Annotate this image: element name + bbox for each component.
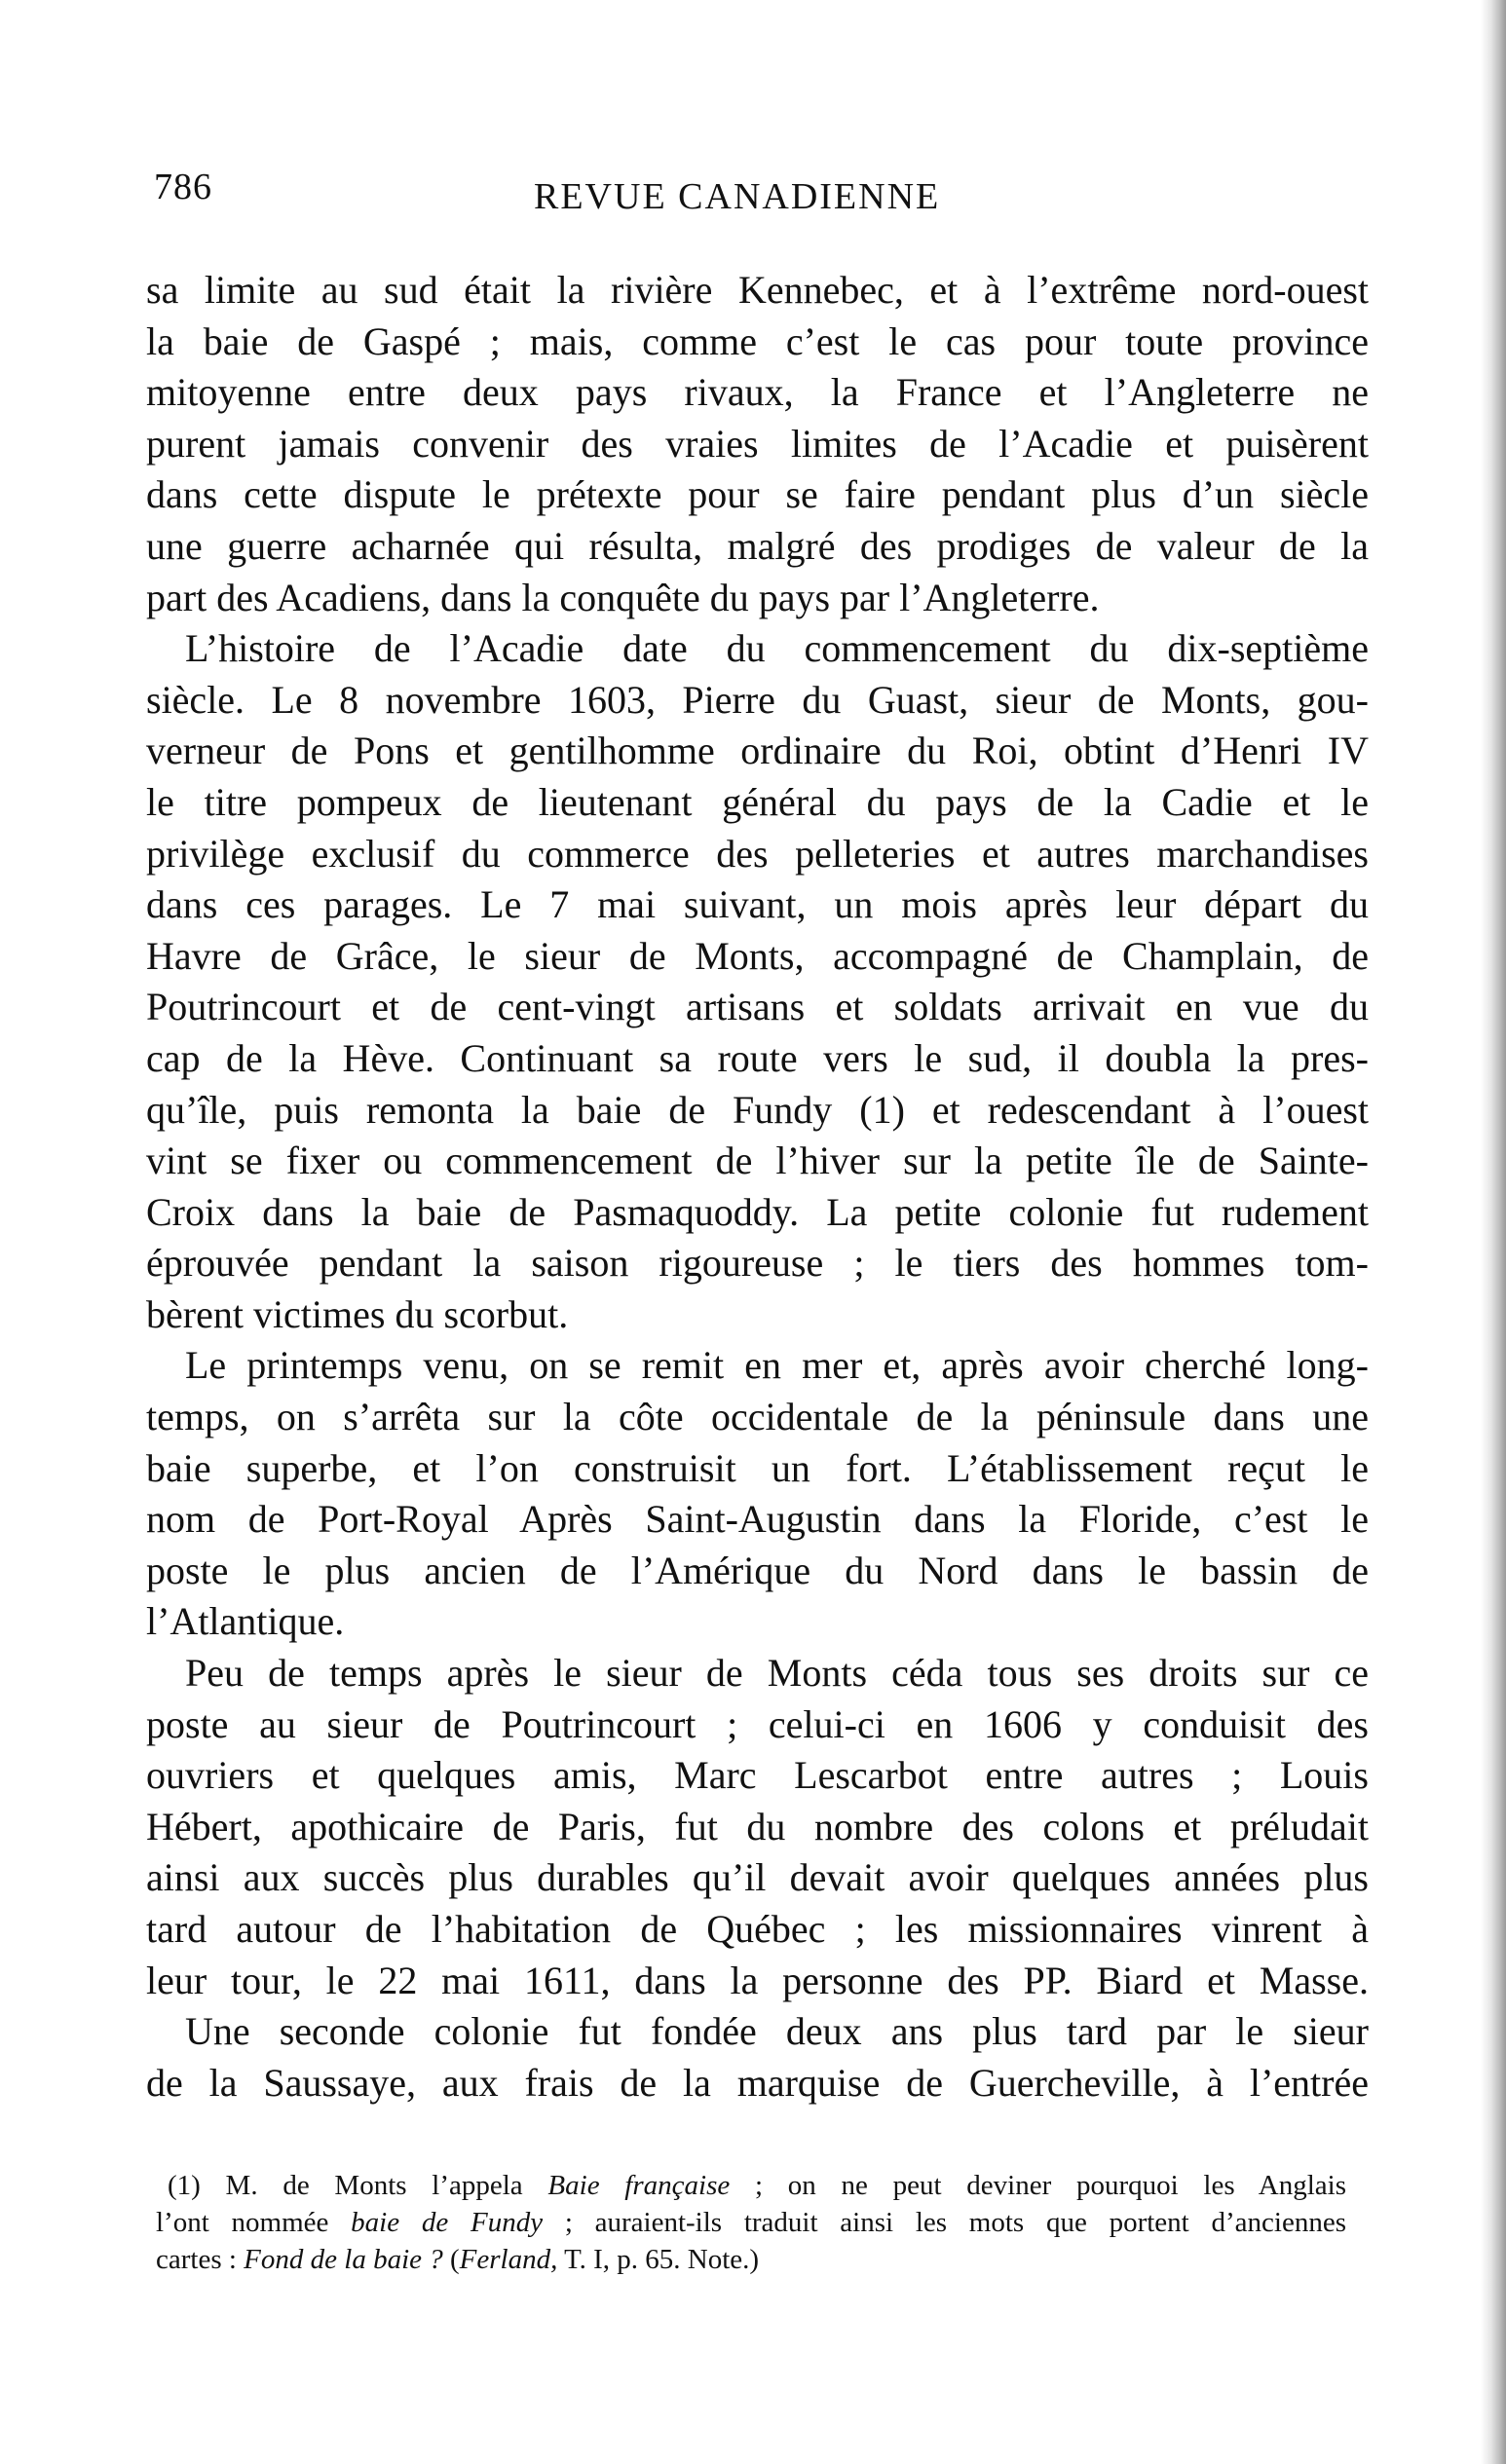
text-line: de la Saussaye, aux frais de la marquise de Guercheville, à l’entrée bbox=[146, 2060, 1369, 2105]
paragraph-start-line: Peu de temps après le sieur de Monts céda tous ses droits sur ce bbox=[185, 1651, 1369, 1696]
footnote bbox=[156, 2167, 1346, 2278]
footnote-text: ; on ne peut deviner pourquoi les Anglais bbox=[730, 2170, 1346, 2201]
footnote-text: ; auraient-ils traduit ainsi les mots que portent d’anciennes bbox=[543, 2207, 1346, 2238]
text-line: ouvriers et quelques amis, Marc Lescarbot entre autres ; Louis bbox=[146, 1753, 1369, 1798]
footnote-line bbox=[156, 2204, 1346, 2241]
footnote-text: T. I, p. 65. Note.) bbox=[557, 2244, 760, 2275]
text-line: tard autour de l’habitation de Québec ; les missionnaires vinrent à bbox=[146, 1907, 1369, 1951]
text-line: temps, on s’arrêta sur la côte occidentale de la péninsule dans une bbox=[146, 1395, 1369, 1439]
text-line: l’Atlantique. bbox=[146, 1599, 345, 1644]
text-line: baie superbe, et l’on construisit un fort. L’établissement reçut le bbox=[146, 1445, 1369, 1490]
paragraph-start-line: Une seconde colonie fut fondée deux ans plus tard par le sieur bbox=[185, 2009, 1369, 2054]
text-line: leur tour, le 22 mai 1611, dans la personne des PP. Biard et Masse. bbox=[146, 1958, 1369, 2002]
text-line: mitoyenne entre deux pays rivaux, la France et l’Angleterre ne bbox=[146, 370, 1369, 415]
text-line: poste le plus ancien de l’Amérique du Nord dans le bassin de bbox=[146, 1548, 1369, 1592]
scanned-page-edge bbox=[1481, 0, 1506, 2464]
text-line: une guerre acharnée qui résulta, malgré des prodiges de valeur de la bbox=[146, 523, 1369, 568]
text-line: vint se fixer ou commencement de l’hiver sur la petite île de Sainte- bbox=[146, 1139, 1369, 1183]
body-text bbox=[146, 265, 1369, 2109]
page-number: 786 bbox=[154, 167, 212, 207]
text-line: part des Acadiens, dans la conquête du pays par l’Angleterre. bbox=[146, 575, 1100, 619]
paragraph-start-line: Le printemps venu, on se remit en mer et, après avoir cherché long- bbox=[185, 1343, 1369, 1388]
footnote-text: cartes : bbox=[156, 2244, 245, 2275]
footnote-italic: baie de Fundy bbox=[351, 2207, 544, 2238]
footnote-text: l’ont nommée bbox=[156, 2207, 352, 2238]
text-line: dans ces parages. Le 7 mai suivant, un mois après leur départ du bbox=[146, 882, 1369, 927]
text-line: nom de Port-Royal Après Saint-Augustin dans la Floride, c’est le bbox=[146, 1497, 1369, 1542]
footnote-italic: Ferland, bbox=[459, 2244, 558, 2275]
text-line: Havre de Grâce, le sieur de Monts, accompagné de Champlain, de bbox=[146, 933, 1369, 978]
text-line: purent jamais convenir des vraies limites de l’Acadie et puisèrent bbox=[146, 421, 1369, 466]
text-line: cap de la Hève. Continuant sa route vers le sud, il doubla la pres- bbox=[146, 1035, 1369, 1080]
text-line: Hébert, apothicaire de Paris, fut du nombre des colons et préludait bbox=[146, 1804, 1369, 1848]
footnote-line bbox=[156, 2167, 1346, 2204]
footnote-text: (1) M. de Monts l’appela bbox=[168, 2170, 548, 2201]
text-line: sa limite au sud était la rivière Kennebec, et à l’extrême nord-ouest bbox=[146, 268, 1369, 312]
footnote-italic: Baie française bbox=[547, 2170, 731, 2201]
text-line: la baie de Gaspé ; mais, comme c’est le cas pour toute province bbox=[146, 318, 1369, 363]
footnote-text: ( bbox=[442, 2244, 460, 2275]
text-line: siècle. Le 8 novembre 1603, Pierre du Guast, sieur de Monts, gou- bbox=[146, 677, 1369, 722]
text-line: ainsi aux succès plus durables qu’il devait avoir quelques années plus bbox=[146, 1855, 1369, 1900]
text-line: verneur de Pons et gentilhomme ordinaire du Roi, obtint d’Henri IV bbox=[146, 728, 1369, 773]
text-line: privilège exclusif du commerce des pelleteries et autres marchandises bbox=[146, 831, 1369, 876]
text-line: poste au sieur de Poutrincourt ; celui-ci en 1606 y conduisit des bbox=[146, 1701, 1369, 1746]
text-line: Croix dans la baie de Pasmaquoddy. La petite colonie fut rudement bbox=[146, 1189, 1369, 1234]
page-header bbox=[154, 166, 1362, 224]
footnote-line bbox=[156, 2241, 1346, 2278]
footnote-italic: Fond de la baie ? bbox=[244, 2244, 443, 2275]
text-line: dans cette dispute le prétexte pour se faire pendant plus d’un siècle bbox=[146, 472, 1369, 517]
paragraph-start-line: L’histoire de l’Acadie date du commencement du dix-septième bbox=[185, 626, 1369, 671]
text-line: éprouvée pendant la saison rigoureuse ; le tiers des hommes tom- bbox=[146, 1241, 1369, 1286]
text-line: Poutrincourt et de cent-vingt artisans et soldats arrivait en vue du bbox=[146, 985, 1369, 1029]
text-line: le titre pompeux de lieutenant général du pays de la Cadie et le bbox=[146, 779, 1369, 824]
running-title: REVUE CANADIENNE bbox=[534, 176, 941, 217]
text-line: qu’île, puis remonta la baie de Fundy (1) et redescendant à l’ouest bbox=[146, 1087, 1369, 1132]
text-line: bèrent victimes du scorbut. bbox=[146, 1291, 569, 1336]
